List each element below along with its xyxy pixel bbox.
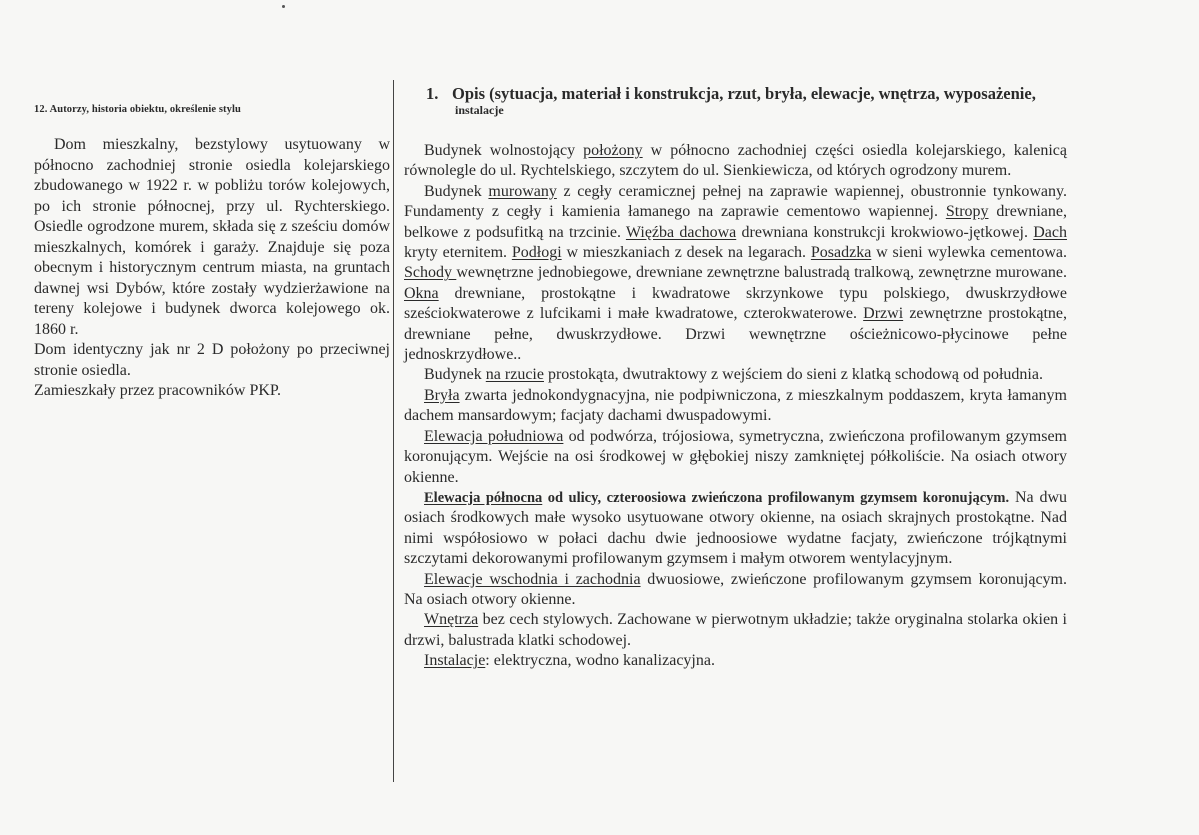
plan-paragraph: Budynek na rzucie prostokąta, dwutraktowy z wejściem do sieni z klatką schodową od południa. <box>424 366 1043 384</box>
left-column <box>34 104 390 402</box>
north-elevation-paragraph: Elewacja północna od ulicy, czteroosiowa zwieńczona profilowanym gzymsem koronującym. Na dwu osiach środkowych małe wysoko usytuowane otwory okienne, na osiach skrajnych prostokątne. Nad nimi współosiowo w połaci dachu dwie jednoosiowe wydatne facjaty, zwieńczone trójkątnymi szczytami dekorowanymi profilowanym gzymsem i małym otworem wentylacyjnym. <box>404 488 1068 568</box>
right-column <box>404 84 1067 672</box>
column-divider <box>393 80 394 782</box>
east-west-elevation-paragraph: Elewacje wschodnia i zachodnia dwuosiowe, zwieńczone profilowanym gzymsem koronującym. Na osiach otwory okienne. <box>404 570 1068 608</box>
section-heading-description <box>404 84 1067 117</box>
mass-paragraph: Bryła zwarta jednokondygnacyjna, nie podpiwniczona, z mieszkalnym poddaszem, kryta łamanym dachem mansardowym; facjaty dachami dwuspadowymi. <box>404 386 1067 425</box>
scan-speck <box>282 5 285 8</box>
construction-paragraph: Budynek murowany z cegły ceramicznej pełnej na zaprawie wapiennej, obustronnie tynkowany. Fundamenty z cegły i kamienia łamanego na zaprawie cementowo wapiennej. Stropy drewniane, belkowe z podsufitką na trzcinie. Więźba dachowa drewniana konstrukcji krokwiowo-jętkowej. Dach kryty eternitem. Podłogi w mieszkaniach z desek na legarach. Posadzka w sieni wylewka cementowa. Schody wewnętrzne jednobiegowe, drewniane zewnętrzne balustradą tralkową, zewnętrzne murowane. Okna drewniane, prostokątne i kwadratowe skrzynkowe typu polskiego, dwuskrzydłowe sześciokwaterowe z lufcikami i małe kwadratowe, czterokwaterowe. Drzwi zewnętrzne prostokątne, drewniane pełne, dwuskrzydłowe. Drzwi wewnętrzne ościeżnicowo-płycinowe pełne jednoskrzydłowe.. <box>404 182 1068 364</box>
history-paragraph: Dom mieszkalny, bezstylowy usytuowany w północno zachodniej stronie osiedla kolejarskiego zbudowanego w 1922 r. w pobliżu torów kolejowych, po ich stronie północnej, przy ul. Rychterskiego. Osiedle ogrodzone murem, składa się z sześciu domów mieszkalnych, komórek i garaży. Znajduje się poza obecnym i historycznym centrum miasta, na gruntach dawnej wsi Dybów, które zostały wydzierżawione na tereny kolejowe i budynek dworca kolejowego ok. 1860 r. <box>34 136 390 338</box>
heading-subtext: instalacje <box>455 103 504 117</box>
heading-text: Opis (sytuacja, materiał i konstrukcja, rzut, bryła, elewacje, wnętrza, wyposażenie, <box>452 84 1036 103</box>
identical-house-paragraph: Dom identyczny jak nr 2 D położony po przeciwnej stronie osiedla. <box>34 341 390 379</box>
heading-number: 1. <box>426 84 439 103</box>
section-heading-history: 12. Autorzy, historia obiektu, określenie stylu <box>34 104 241 115</box>
location-paragraph: Budynek wolnostojący położony w północno zachodniej części osiedla kolejarskiego, kalenicą równolegle do ul. Rychtelskiego, szczytem do ul. Sienkiewicza, od których ogrodzony murem. <box>404 142 1067 180</box>
residents-paragraph: Zamieszkały przez pracowników PKP. <box>34 382 282 399</box>
installations-paragraph: Instalacje: elektryczna, wodno kanalizacyjna. <box>424 652 715 670</box>
south-elevation-paragraph: Elewacja południowa od podwórza, trójosiowa, symetryczna, zwieńczona profilowanym gzymsem koronującym. Wejście na osi środkowej w głębokiej niszy zamkniętej półkoliście. Na osiach otwory okienne. <box>404 427 1067 486</box>
interiors-paragraph: Wnętrza bez cech stylowych. Zachowane w pierwotnym układzie; także oryginalna stolarka okien i drzwi, balustrada klatki schodowej. <box>404 611 1067 649</box>
